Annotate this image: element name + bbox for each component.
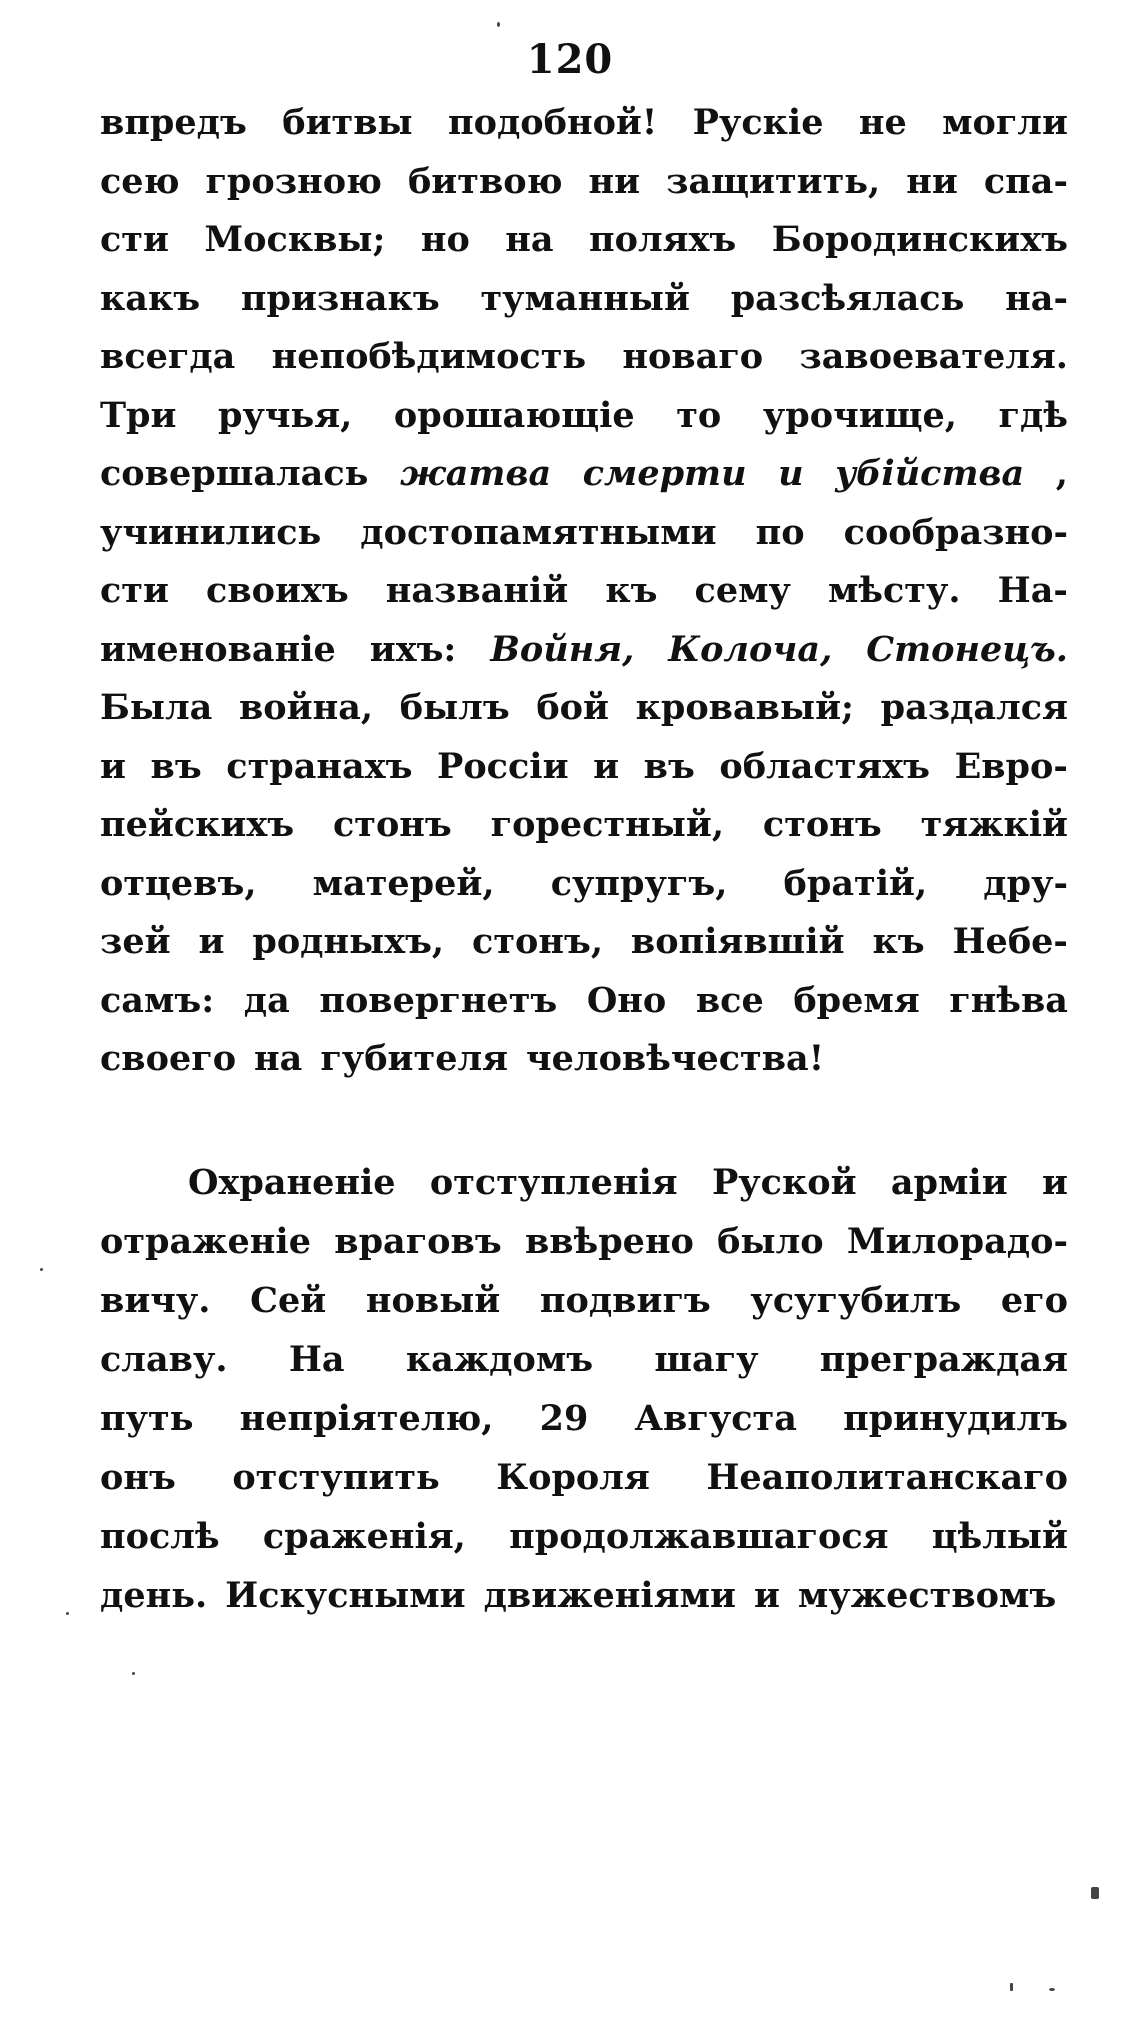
word: Россіи [437, 745, 569, 787]
word: Была [100, 687, 213, 728]
word: Рускіе [692, 102, 824, 143]
word: отступленія [429, 1162, 678, 1203]
paragraph-2 [100, 1162, 1068, 1634]
print-speck [66, 1612, 69, 1615]
word: могли [942, 102, 1068, 143]
word: сти [100, 570, 169, 611]
text-line [100, 1516, 1068, 1575]
print-speck [40, 1268, 43, 1271]
word: по [755, 511, 805, 553]
word: Неаполитанскаго [706, 1457, 1068, 1498]
word: завоевателя. [799, 336, 1068, 377]
word: ручья, [218, 394, 353, 436]
word: продолжавшагося [509, 1516, 889, 1557]
word: супругъ, [550, 862, 728, 904]
word: на [254, 1038, 303, 1079]
word: орошающіе [393, 394, 635, 436]
word: все [695, 979, 764, 1021]
word: славу. [100, 1339, 228, 1380]
word: смерти [582, 453, 747, 494]
word: мѣсту. [827, 570, 961, 611]
text-line [100, 1575, 1068, 1634]
word: цѣлый [931, 1516, 1068, 1557]
page-number: 120 [526, 36, 614, 83]
word: вичу. [100, 1280, 211, 1321]
word: жатва [400, 453, 552, 494]
word: арміи [890, 1162, 1008, 1203]
word: на- [1005, 277, 1068, 319]
text-line [100, 921, 1068, 980]
word: подобной! [447, 102, 658, 143]
word: , [1055, 453, 1068, 494]
word: битвы [282, 102, 413, 143]
word: ни [588, 160, 641, 202]
print-speck [1049, 1988, 1055, 1991]
word: впредъ [100, 102, 247, 143]
word: родныхъ, [252, 921, 445, 962]
word: въ [643, 745, 695, 787]
word: всегда [100, 336, 236, 377]
word: день. [100, 1575, 208, 1616]
word: Милорадо- [846, 1221, 1068, 1262]
word: шагу [654, 1339, 759, 1380]
word: урочище, [762, 394, 957, 436]
text-line [100, 512, 1068, 571]
word: бой [536, 687, 609, 728]
text-line [100, 1221, 1068, 1280]
word: то [676, 394, 722, 436]
word: непобѣдимость [271, 336, 587, 377]
word: стонъ, [472, 921, 604, 962]
word: война, [238, 687, 374, 728]
text-line [100, 1162, 1068, 1221]
word: новый [365, 1280, 501, 1321]
word: его [1000, 1280, 1068, 1321]
word: мужествомъ [797, 1575, 1057, 1616]
text-line [100, 336, 1068, 395]
word: туманный [480, 277, 690, 319]
text-line [100, 980, 1068, 1039]
word: принудилъ [843, 1398, 1068, 1439]
word: къ [605, 570, 658, 611]
text-line [100, 570, 1068, 629]
word: названій [385, 570, 569, 611]
text-line [100, 629, 1068, 688]
word: было [717, 1221, 824, 1262]
word: враговъ [334, 1221, 502, 1262]
word: сею [100, 160, 180, 202]
text-line [100, 278, 1068, 337]
text-line [100, 395, 1068, 454]
word: къ [872, 921, 925, 962]
text-line [100, 804, 1068, 863]
word: Колоча, [668, 628, 833, 670]
word: самъ: [100, 979, 215, 1021]
word: на [505, 219, 554, 260]
word: своего [100, 1038, 237, 1079]
word: повергнетъ [319, 979, 558, 1021]
text-line [100, 687, 1068, 746]
word: сему [694, 570, 791, 611]
word: но [420, 219, 470, 260]
word: былъ [399, 687, 510, 728]
text-line [100, 746, 1068, 805]
word: ввѣрено [524, 1221, 694, 1262]
word: и [593, 745, 620, 787]
word: Искусными [225, 1575, 466, 1616]
text-line [100, 219, 1068, 278]
word: На- [997, 570, 1068, 611]
word: кровавый; [635, 687, 854, 728]
word: областяхъ [719, 745, 930, 787]
word: Стонецъ. [866, 628, 1068, 670]
word: пейскихъ [100, 804, 295, 845]
word: достопамятными [360, 511, 717, 553]
word: отраженіе [100, 1221, 311, 1262]
word: гдѣ [998, 394, 1068, 436]
word: спа- [983, 160, 1068, 202]
text-line [100, 161, 1068, 220]
word: совершалась [100, 453, 369, 494]
word: своихъ [206, 570, 349, 611]
word: преграждая [819, 1339, 1068, 1380]
word: грозною [205, 160, 382, 202]
word: ихъ: [369, 628, 457, 670]
print-speck [1091, 1887, 1099, 1899]
word: послѣ [100, 1516, 220, 1557]
word: На [288, 1339, 345, 1380]
word: поляхъ [589, 219, 737, 260]
word: битвою [407, 160, 563, 202]
word: усугубилъ [750, 1280, 962, 1321]
text-line [100, 863, 1068, 922]
word: человѣчества! [526, 1038, 825, 1079]
word: сраженія, [262, 1516, 466, 1557]
word: каждомъ [405, 1339, 594, 1380]
word: новаго [622, 336, 764, 377]
text-line [100, 1038, 1068, 1097]
word: матерей, [312, 862, 495, 904]
word: подвигъ [539, 1280, 711, 1321]
word: стонъ [332, 804, 452, 845]
word: защитить, [666, 160, 881, 202]
text-line [100, 1339, 1068, 1398]
word: Короля [496, 1457, 650, 1498]
word: стонъ [762, 804, 882, 845]
word: сообразно- [843, 511, 1068, 553]
text-line [100, 453, 1068, 512]
print-speck [1010, 1983, 1013, 1991]
text-line [100, 102, 1068, 161]
word: и [100, 745, 126, 787]
print-speck [497, 22, 500, 27]
word: ни [906, 160, 958, 202]
word: движеніями [483, 1575, 736, 1616]
word: Бородинскихъ [771, 219, 1068, 260]
word: непріятелю, [239, 1398, 494, 1439]
word: отцевъ, [100, 862, 257, 904]
word: 29 [539, 1398, 589, 1439]
word: въ [150, 745, 202, 787]
word: Оно [586, 979, 667, 1021]
word: Евро- [954, 745, 1068, 787]
word: онъ [100, 1457, 176, 1498]
paragraph-1 [100, 102, 1068, 1097]
word: Августа [634, 1398, 797, 1439]
word: не [858, 102, 907, 143]
text-line [100, 1280, 1068, 1339]
word: раздался [880, 687, 1068, 728]
word: да [243, 979, 290, 1021]
word: Войня, [490, 628, 635, 670]
text-line [100, 1398, 1068, 1457]
word: бремя [793, 979, 920, 1021]
word: вопіявшій [630, 921, 845, 962]
word: гнѣва [949, 979, 1068, 1021]
word: дру- [983, 862, 1068, 904]
word: какъ [100, 277, 201, 319]
word: сти [100, 219, 169, 260]
word: зей [100, 921, 171, 962]
word: Три [100, 394, 177, 436]
word: именованіе [100, 628, 336, 670]
word: убійства [835, 453, 1025, 494]
word: Небе- [952, 921, 1068, 962]
word: признакъ [240, 277, 440, 319]
word: путь [100, 1398, 194, 1439]
word: и [753, 1575, 780, 1616]
word: и [1041, 1162, 1068, 1203]
word: и [198, 921, 225, 962]
word: Сей [250, 1280, 327, 1321]
word: Руской [711, 1162, 857, 1203]
word: Охраненіе [188, 1162, 396, 1203]
word: и [778, 453, 804, 494]
text-line [100, 1457, 1068, 1516]
word: отступить [232, 1457, 440, 1498]
word: братій, [783, 862, 928, 904]
word: тяжкій [920, 804, 1068, 845]
print-speck [132, 1672, 135, 1675]
word: странахъ [226, 745, 413, 787]
word: учинились [100, 511, 322, 553]
word: горестный, [490, 804, 725, 845]
word: разсѣялась [730, 277, 965, 319]
word: Москвы; [204, 219, 386, 260]
word: губителя [320, 1038, 508, 1079]
